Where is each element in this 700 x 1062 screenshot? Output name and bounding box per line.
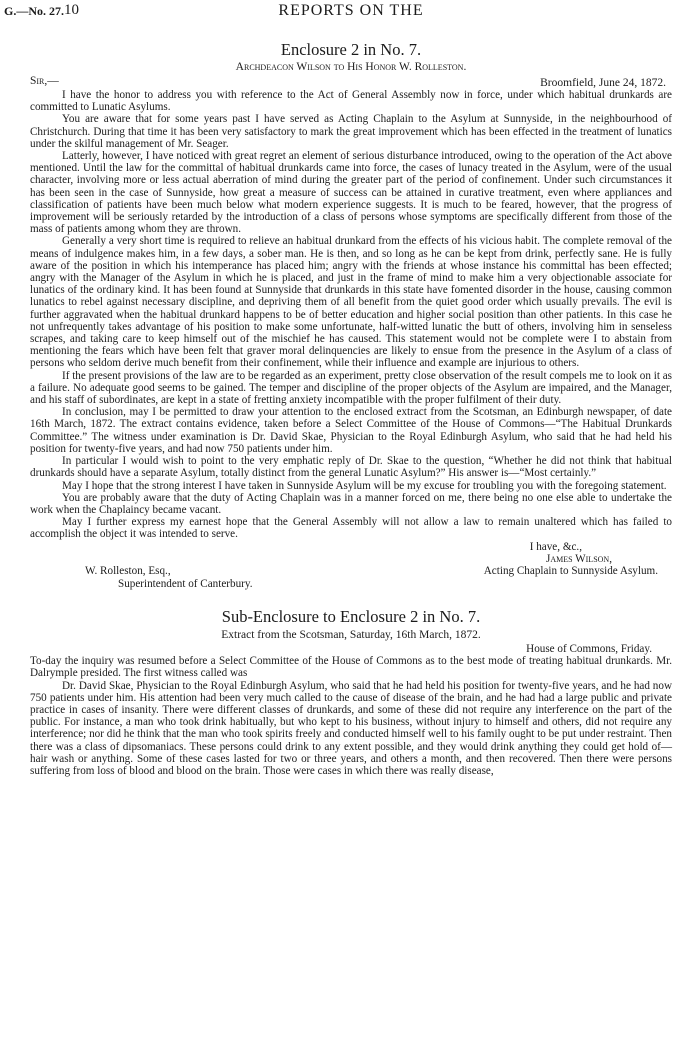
enclosure-heading: Enclosure 2 in No. 7. xyxy=(280,40,422,59)
letter-paragraph: You are aware that for some years past I have served as Acting Chaplain to the Asylum at Sunnyside, in the neighbourhood of Christchurch. During that time it has been very satisfactory to mark the great improvement which has been effected in the treatment of lunatics under the skilful management of Mr. Seager. xyxy=(30,113,672,150)
salutation-row xyxy=(30,75,672,89)
signatory-name: James Wilson, xyxy=(545,552,612,565)
letter-paragraph: May I hope that the strong interest I have taken in Sunnyside Asylum will be my excuse for troubling you with the foregoing statement. xyxy=(62,479,667,492)
sub-enclosure-heading: Sub-Enclosure to Enclosure 2 in No. 7. xyxy=(221,606,481,626)
extract-paragraph: Dr. David Skae, Physician to the Royal Edinburgh Asylum, who said that he had held his position for twenty-five years, and he had now 750 patients under him. His attention had been very much called to the cause of disease of the brain, and he had had a large public and private practice in cases of insanity. There were different classes of drunkards, and some of these did not require any interference on the part of the public. For instance, a man who took drink habitually, but who kept to his business, without injury to himself and others, did not require any interference; nor did he think that the man who took spirits freely and conducted himself well to his family ought to be put under restraint. Then there was a class of dipsomaniacs. These persons could drink to any extent possible, and they would drink anything they could get hold of—hair wash or anything. Some of these cases lasted for two or three years, and others a month, and then recovered. Then there were persons suffering from loss of blood and blood on the brain. Those were cases in which there was really disease, xyxy=(30,679,672,777)
document-reference: G.—No. 27. xyxy=(4,4,64,18)
signature-block xyxy=(30,541,672,565)
letter-paragraph: You are probably aware that the duty of Acting Chaplain was in a manner forced on me, there being no one else able to undertake the work when the Chaplaincy became vacant. xyxy=(30,491,672,516)
signatory-title: Acting Chaplain to Sunnyside Asylum. xyxy=(483,564,658,577)
closing-line: I have, &c., xyxy=(529,540,582,553)
letter-date: Broomfield, June 24, 1872. xyxy=(540,77,666,89)
letter-body xyxy=(30,89,672,541)
extract-body xyxy=(30,655,672,777)
page-number: 10 xyxy=(64,2,79,18)
running-header xyxy=(4,0,672,24)
letter-paragraph: If the present provisions of the law are to be regarded as an experiment, pretty close observation of the result compels me to look on it as a failure. No adequate good seems to be gained. The temper and discipline of the proper objects of the Asylum are impaired, and the Manager, and his staff of subordinates, are kept in a state of fretting anxiety incompatible with the proper fulfilment of their duty. xyxy=(30,369,672,407)
addressee-name: W. Rolleston, Esq., xyxy=(85,564,171,577)
extract-paragraph: To-day the inquiry was resumed before a Select Committee of the House of Commons as to the best mode of treating habitual drunkards. Mr. Dalrymple presided. The first witness called was xyxy=(30,655,672,680)
address-block xyxy=(30,565,672,593)
enclosure-from-to: Archdeacon Wilson to His Honor W. Rolleston. xyxy=(235,61,467,73)
extract-line: Extract from the Scotsman, Saturday, 16th March, 1872. xyxy=(221,628,481,641)
letter-paragraph: In particular I would wish to point to the very emphatic reply of Dr. Skae to the question, “Whether he did not think that habitual drunkards should have a separate Asylum, totally distinct from the general Lunatic Asylum?” His answer is—“Most certainly.” xyxy=(30,455,672,480)
letter-paragraph: I have the honor to address you with reference to the Act of General Assembly now in force, under which habitual drunkards are committed to Lunatic Asylums. xyxy=(30,89,672,114)
letter-paragraph: May I further express my earnest hope that the General Assembly will not allow a law to remain unaltered which has failed to accomplish the object it was intended to serve. xyxy=(30,516,672,541)
letter-paragraph: Generally a very short time is required to relieve an habitual drunkard from the effects of his vicious habit. The complete removal of the means of indulgence makes him, in a few days, a sober man. He is then, and so long as he can be kept from drink, perfectly sane. He is fully aware of the position in which his intemperance has placed him; angry with the friends at whose instance his committal has been effected; angry with the Manager of the Asylum in which he is placed, and just in the frame of mind to make him a very objectionable associate for lunatics of the ordinary kind. It has been found at Sunnyside that drunkards in this state have fomented disorder in the house, causing common lunatics to rebel against necessary discipline, and depriving them of all benefit from the quiet good order which usually prevails. The evil is further aggravated when the habitual drunkard happens to be of better education and higher social position than other patients. In this case he not unfrequently takes advantage of his position to make some unfortunate, half-witted lunatic the butt of others, involving him in senseless scrapes, and taking care to keep himself out of the mischief he has caused. This statement would not be complete were I to abstain from mentioning the fears which have been felt that graver moral delinquencies are likely to ensue from the presence in the Asylum of a class of persons who seldom derive much benefit from their confinement, while their influence and example are injurious to others. xyxy=(30,235,672,370)
salutation: Sir,— xyxy=(30,75,59,87)
place-line: House of Commons, Friday. xyxy=(526,642,652,655)
running-title: REPORTS ON THE xyxy=(278,2,424,19)
addressee-title: Superintendent of Canterbury. xyxy=(118,577,253,590)
letter-paragraph: Latterly, however, I have noticed with great regret an element of serious disturbance introduced, owing to the operation of the Act above mentioned. Until the law for the committal of habitual drunkards came into force, the cases of lunacy treated in the Asylum, were of the usual character, involving more or less actual aberration of mind during the greater part of the period of confinement. Under such circumstances it has been seen in the case of Sunnyside, how great a measure of success can be attained in curative treatment, even where appliances and classification of patients have been much below what modern experience suggests. It is much to be feared, however, that the progress of improvement will be seriously retarded by the introduction of a class of persons whose symptoms are specifically different from those of the mass of patients among whom they are thrown. xyxy=(30,150,672,236)
letter-paragraph: In conclusion, may I be permitted to draw your attention to the enclosed extract from the Scotsman, an Edinburgh newspaper, of date 16th March, 1872. The extract contains evidence, taken before a Select Committee of the House of Commons—“The Habitual Drunkards Committee.” The witness under examination is Dr. David Skae, Physician to the Royal Edinburgh Asylum, who said that he had held his position for twenty-five years, and had now 750 patients under him. xyxy=(30,406,672,455)
